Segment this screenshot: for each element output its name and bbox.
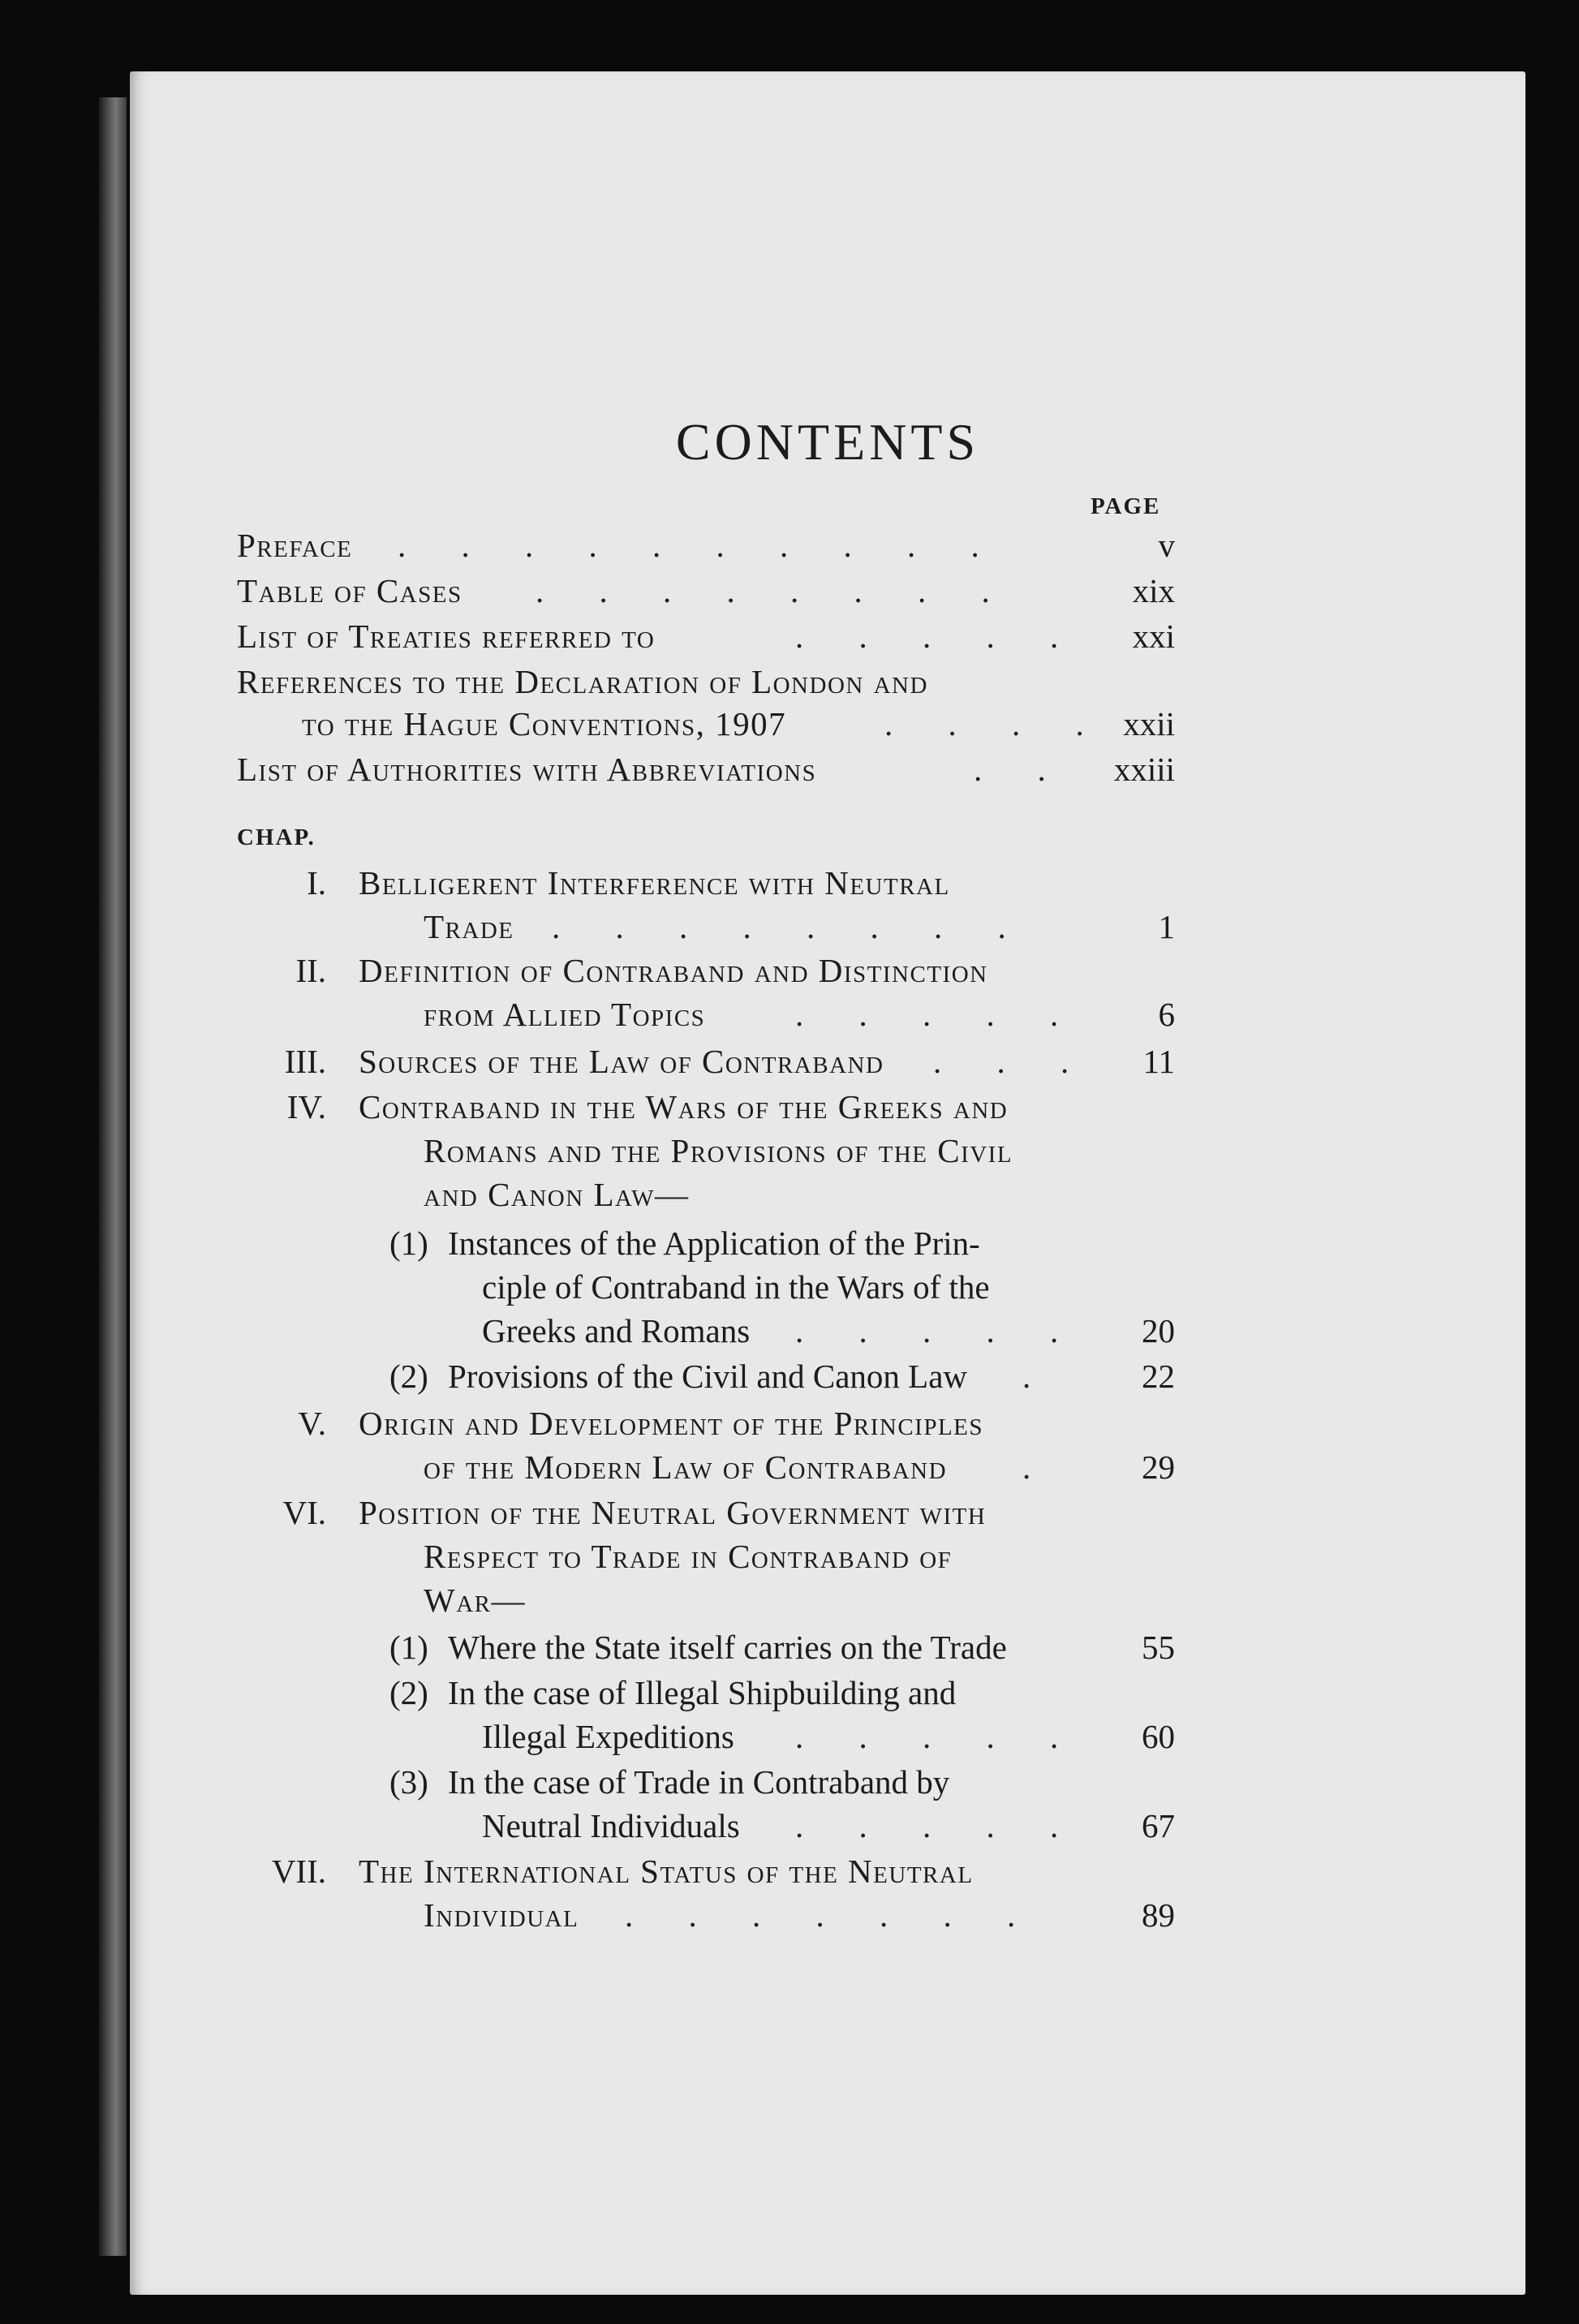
section-title-cont: ciple of Contraband in the Wars of the — [482, 1268, 990, 1306]
toc-page: xix — [1132, 572, 1175, 609]
chapter-number: VII. — [271, 1853, 326, 1890]
chapter-number: II. — [295, 952, 326, 989]
book-gutter — [99, 97, 127, 2256]
chapter-title: Origin and Development of the Principles — [359, 1405, 984, 1442]
section-title-cont: Illegal Expeditions — [482, 1718, 734, 1755]
chapter-title-cont: Trade — [424, 908, 514, 945]
leader-dots: . — [1022, 1448, 1055, 1486]
toc-entry-authorities: List of Authorities with Abbreviations — [237, 751, 817, 788]
toc-entry-references-cont: to the Hague Conventions, 1907 — [302, 705, 787, 742]
leader-dots: . . . — [933, 1043, 1093, 1080]
section-title: Provisions of the Civil and Canon Law — [448, 1358, 968, 1395]
leader-dots: . — [1022, 1358, 1055, 1395]
leader-dots: . . . . . — [795, 1807, 1082, 1844]
chapter-number: VI. — [282, 1494, 326, 1531]
section-number: (3) — [389, 1763, 428, 1801]
toc-page: 11 — [1142, 1043, 1175, 1080]
section-number: (1) — [389, 1224, 428, 1262]
chapter-title: Position of the Neutral Government with — [359, 1494, 987, 1531]
chapter-title: Definition of Contraband and Distinction — [359, 952, 988, 989]
toc-page: 29 — [1142, 1448, 1175, 1486]
chapter-title-cont: of the Modern Law of Contraband — [424, 1448, 948, 1486]
toc-page: 55 — [1142, 1629, 1175, 1666]
section-number: (2) — [389, 1674, 428, 1711]
chapter-number: III. — [284, 1043, 326, 1080]
section-title: In the case of Trade in Contraband by — [448, 1763, 950, 1801]
leader-dots: . . . . — [884, 705, 1108, 742]
toc-page: v — [1158, 527, 1175, 564]
section-number: (1) — [389, 1629, 428, 1666]
toc-page: xxii — [1123, 705, 1175, 742]
book-page — [130, 71, 1525, 2295]
chapter-title-cont: Respect to Trade in Contraband of — [424, 1538, 953, 1575]
chapter-title-cont: Individual — [424, 1896, 579, 1934]
chapter-title: Sources of the Law of Contraband — [359, 1043, 884, 1080]
toc-page: 1 — [1158, 908, 1175, 945]
toc-entry-preface: Preface — [237, 527, 353, 564]
leader-dots: . . . . . . . . . . — [398, 527, 1003, 564]
chapter-title: Belligerent Interference with Neutral — [359, 864, 950, 902]
toc-page: 22 — [1142, 1358, 1175, 1395]
toc-entry-treaties: List of Treaties referred to — [237, 618, 656, 655]
leader-dots: . . . . . . . — [625, 1896, 1039, 1934]
chapter-title-cont: from Allied Topics — [424, 996, 706, 1033]
chapter-title-cont: Romans and the Provisions of the Civil — [424, 1132, 1013, 1169]
section-number: (2) — [389, 1358, 428, 1395]
leader-dots: . . . . . . . . — [552, 908, 1030, 945]
section-title-cont: Greeks and Romans — [482, 1312, 751, 1349]
leader-dots: . . . . . . . . — [536, 572, 1013, 609]
leader-dots: . . . . . — [795, 996, 1082, 1033]
section-title: Where the State itself carries on the Trade — [448, 1629, 1007, 1666]
chapter-number: IV. — [286, 1088, 326, 1125]
toc-entry-table-of-cases: Table of Cases — [237, 572, 463, 609]
chap-column-header: CHAP. — [237, 824, 316, 850]
section-title: In the case of Illegal Shipbuilding and — [448, 1674, 957, 1711]
toc-page: 67 — [1142, 1807, 1175, 1844]
leader-dots: . . . . . — [795, 1312, 1082, 1349]
chapter-number: I. — [307, 864, 326, 902]
chapter-title-cont: War— — [424, 1582, 526, 1619]
leader-dots: . . . . . — [795, 618, 1082, 655]
toc-page: 60 — [1142, 1718, 1175, 1755]
page-title: CONTENTS — [675, 413, 980, 471]
toc-page: 89 — [1142, 1896, 1175, 1934]
leader-dots: . . — [974, 751, 1069, 788]
section-title: Instances of the Application of the Prin- — [448, 1224, 980, 1262]
chapter-title: Contraband in the Wars of the Greeks and — [359, 1088, 1009, 1125]
toc-page: xxiii — [1113, 751, 1175, 788]
leader-dots: . . . . . — [795, 1718, 1082, 1755]
section-title-cont: Neutral Individuals — [482, 1807, 740, 1844]
page-column-header: PAGE — [1091, 493, 1161, 519]
toc-page: 6 — [1158, 996, 1175, 1033]
chapter-title-cont: and Canon Law— — [424, 1176, 690, 1213]
chapter-title: The International Status of the Neutral — [359, 1853, 974, 1890]
chapter-number: V. — [298, 1405, 326, 1442]
toc-entry-references: References to the Declaration of London and — [237, 663, 928, 700]
toc-page: 20 — [1142, 1312, 1175, 1349]
toc-page: xxi — [1132, 618, 1175, 655]
